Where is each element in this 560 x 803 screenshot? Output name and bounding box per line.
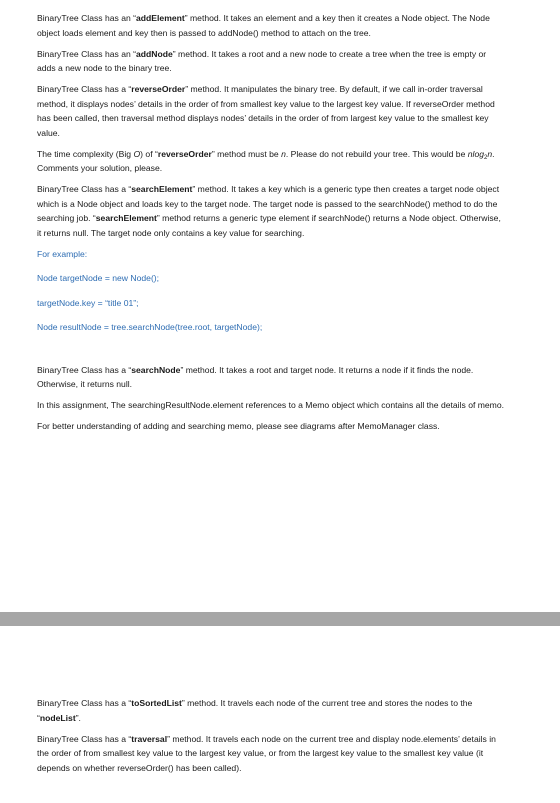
example-heading: For example: xyxy=(37,248,88,259)
method-name: addNode xyxy=(136,48,173,59)
text-run: BinaryTree Class has a “ xyxy=(37,733,132,744)
paragraph-assignment: In this assignment, The searchingResultNode.element references to a Memo object which contains all the details of memo. xyxy=(37,400,505,410)
method-name: addElement xyxy=(136,13,185,23)
page-1-content xyxy=(37,11,505,440)
method-name: reverseOrder xyxy=(157,148,212,159)
method-name: searchNode xyxy=(131,364,181,375)
text-run: ” method. It travels each node of the current tree and stores the nodes to the “ xyxy=(37,698,473,723)
method-name: reverseOrder xyxy=(131,84,186,94)
text-run: ”. xyxy=(75,712,81,723)
text-run: ” method returns a generic type element if searchNode() returns a Node object. Otherwise, it returns null. The target node only contains a key value for searching. xyxy=(37,213,501,238)
text-run: ) of “ xyxy=(140,148,158,159)
method-name: searchElement xyxy=(95,213,157,223)
page-2-content xyxy=(37,696,505,782)
text-run: BinaryTree Class has a “ xyxy=(37,364,132,375)
method-name: traversal xyxy=(131,733,168,744)
paragraph-add-node xyxy=(37,47,505,76)
paragraph-search-node xyxy=(37,363,505,392)
text-run: BinaryTree Class has a “ xyxy=(37,698,132,708)
text-run: ” method. It takes a key which is a generic type then creates a target node object which is a Node object and loads key to the target node. The target node is passed to the searchNode() method to do the searching job. “ xyxy=(37,184,500,223)
code-line-3: Node resultNode = tree.searchNode(tree.root, targetNode); xyxy=(37,322,263,332)
text-run: ” method. It takes an element and a key then it creates a Node object. The Node object loads element and key then is passed to addNode() method to attach on the tree. xyxy=(37,13,490,38)
paragraph-search-element xyxy=(37,182,505,240)
field-name: nodeList xyxy=(39,712,76,723)
text-run: . Please do not rebuild your tree. This would be xyxy=(285,148,468,159)
text-run: ” method must be xyxy=(211,148,282,159)
text-run: ” method. It takes a root and target node. It returns a node if it finds the node. Otherwise, it returns null. xyxy=(37,364,474,389)
paragraph-add-element xyxy=(37,11,505,40)
document-page-2 xyxy=(0,626,560,803)
method-name: toSortedList xyxy=(131,698,182,708)
code-line-2: targetNode.key = “title 01”; xyxy=(37,297,139,308)
text-run: BinaryTree Class has an “ xyxy=(37,48,137,59)
text-run: The time complexity (Big xyxy=(37,148,134,159)
paragraph-to-sorted-list xyxy=(37,696,505,725)
text-run: BinaryTree Class has an “ xyxy=(37,13,137,23)
page-separator xyxy=(0,612,560,626)
math-n: n xyxy=(487,148,493,159)
log-base-subscript: 2 xyxy=(484,154,488,161)
math-nlog: nlog xyxy=(467,148,484,159)
paragraph-traversal xyxy=(37,732,505,776)
text-run: ” method. It takes a root and a new node to create a tree when the tree is empty or adds a new node to the binary tree. xyxy=(37,48,487,73)
text-run: BinaryTree Class has a “ xyxy=(37,84,132,94)
paragraph-better-understanding: For better understanding of adding and searching memo, please see diagrams after MemoManager class. xyxy=(37,421,440,431)
paragraph-reverse-order xyxy=(37,82,505,140)
paragraph-complexity xyxy=(37,147,505,176)
blank-space xyxy=(37,345,505,363)
text-run: ” method. It manipulates the binary tree. By default, if we call in-order traversal method, it displays nodes’ details in the order of from smallest key value to the largest key value. If reverseOrder method has been called, then traversal method displays nodes’ details in the order of from largest key value to the smallest key value. xyxy=(37,84,495,138)
text-run: . Comments your solution, please. xyxy=(37,148,495,173)
method-name: searchElement xyxy=(131,184,193,194)
text-run: ” method. It travels each node on the current tree and display node.elements’ details in the order of from smallest key value to the largest key value, or from the largest key value to the smallest key value (it depends on whether reverseOrder() has been called). xyxy=(37,733,496,773)
code-line-1: Node targetNode = new Node(); xyxy=(37,273,160,283)
big-o-symbol: O xyxy=(133,148,141,159)
math-n: n xyxy=(281,148,286,159)
text-run: BinaryTree Class has a “ xyxy=(37,184,132,194)
